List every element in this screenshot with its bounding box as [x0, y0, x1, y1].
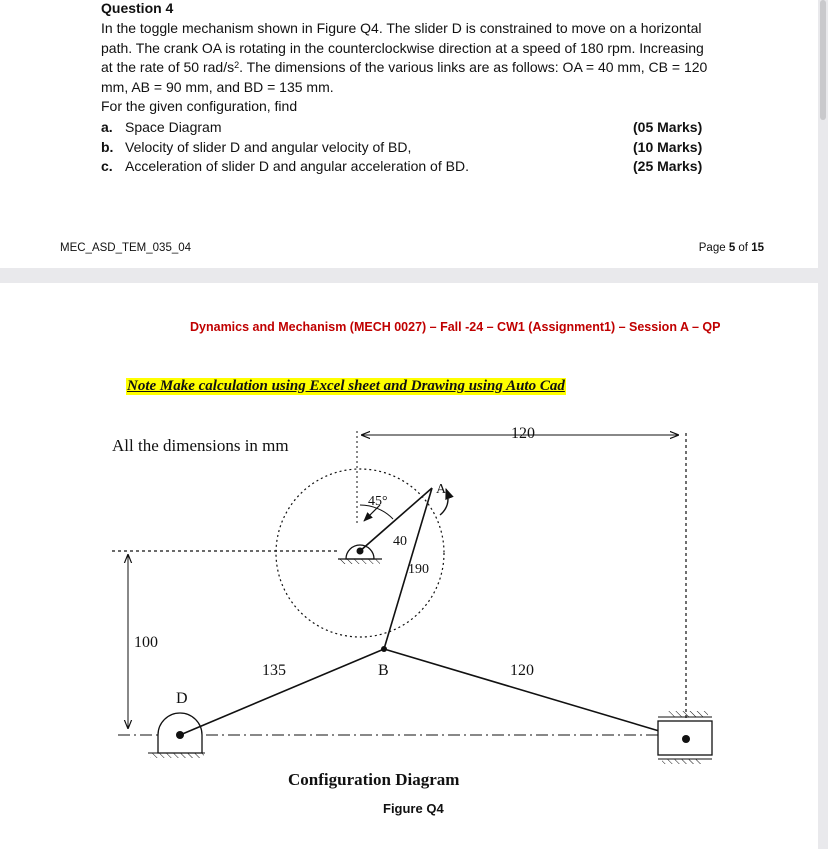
question-items	[101, 118, 711, 177]
diagram-caption: Configuration Diagram	[288, 770, 460, 789]
marks-label: (25 Marks)	[633, 158, 703, 174]
slider-d-ground-hatch	[150, 753, 204, 758]
note-highlight: Note Make calculation using Excel sheet and Drawing using Auto Cad	[127, 378, 565, 394]
marks-label: (05 Marks)	[633, 119, 703, 135]
slider-c-hatch-top	[668, 711, 708, 717]
point-b-label: B	[378, 662, 389, 679]
question-line-1: In the toggle mechanism shown in Figure Q4. The slider D is constrained to move on a horizontal	[101, 20, 702, 36]
oa-dimension-label: 40	[393, 534, 407, 549]
question-text	[101, 19, 741, 117]
ab-dimension-label: 190	[408, 562, 429, 577]
point-a-label: A	[436, 482, 447, 497]
point-d-label: D	[176, 690, 188, 707]
marks-label: (10 Marks)	[633, 138, 703, 155]
slider-c-hatch-bottom	[662, 759, 702, 764]
configuration-diagram	[0, 283, 818, 849]
units-note: All the dimensions in mm	[112, 436, 289, 455]
list-item: b. Velocity of slider D and angular velocity of BD, (10 Marks)	[101, 138, 711, 158]
list-item: a. Space Diagram (05 Marks)	[101, 118, 711, 138]
vertical-dimension-label: 100	[134, 634, 158, 651]
pin-b	[381, 646, 387, 652]
course-header: Dynamics and Mechanism (MECH 0027) – Fall -24 – CW1 (Assignment1) – Session A – QP	[190, 320, 721, 334]
link-cb	[384, 649, 686, 739]
dimension-top-label: 120	[511, 425, 535, 442]
pin-c	[682, 735, 690, 743]
page-6	[0, 283, 818, 849]
question-line-3: at the rate of 50 rad/$s^2$. The dimensions of the various links are as follows: OA = 40 mm, CB = 120	[101, 59, 708, 75]
page-5	[0, 0, 818, 268]
question-line-4: mm, AB = 90 mm, and BD = 135 mm.	[101, 78, 334, 95]
cb-dimension-label: 120	[510, 662, 534, 679]
question-title: Question 4	[101, 0, 174, 16]
page-number: Page 5 of 15	[698, 242, 764, 254]
bd-dimension-label: 135	[262, 662, 286, 679]
pivot-o-hatch	[340, 559, 380, 564]
list-item: c. Acceleration of slider D and angular acceleration of BD. (25 Marks)	[101, 157, 711, 177]
question-find: For the given configuration, find	[101, 98, 298, 114]
figure-label: Figure Q4	[383, 801, 444, 816]
angle-label: 45°	[368, 494, 388, 509]
scrollbar[interactable]	[820, 0, 826, 120]
question-line-2: path. The crank OA is rotating in the counterclockwise direction at a speed of 180 rpm. Increasing	[101, 39, 704, 56]
document-code: MEC_ASD_TEM_035_04	[60, 242, 192, 254]
